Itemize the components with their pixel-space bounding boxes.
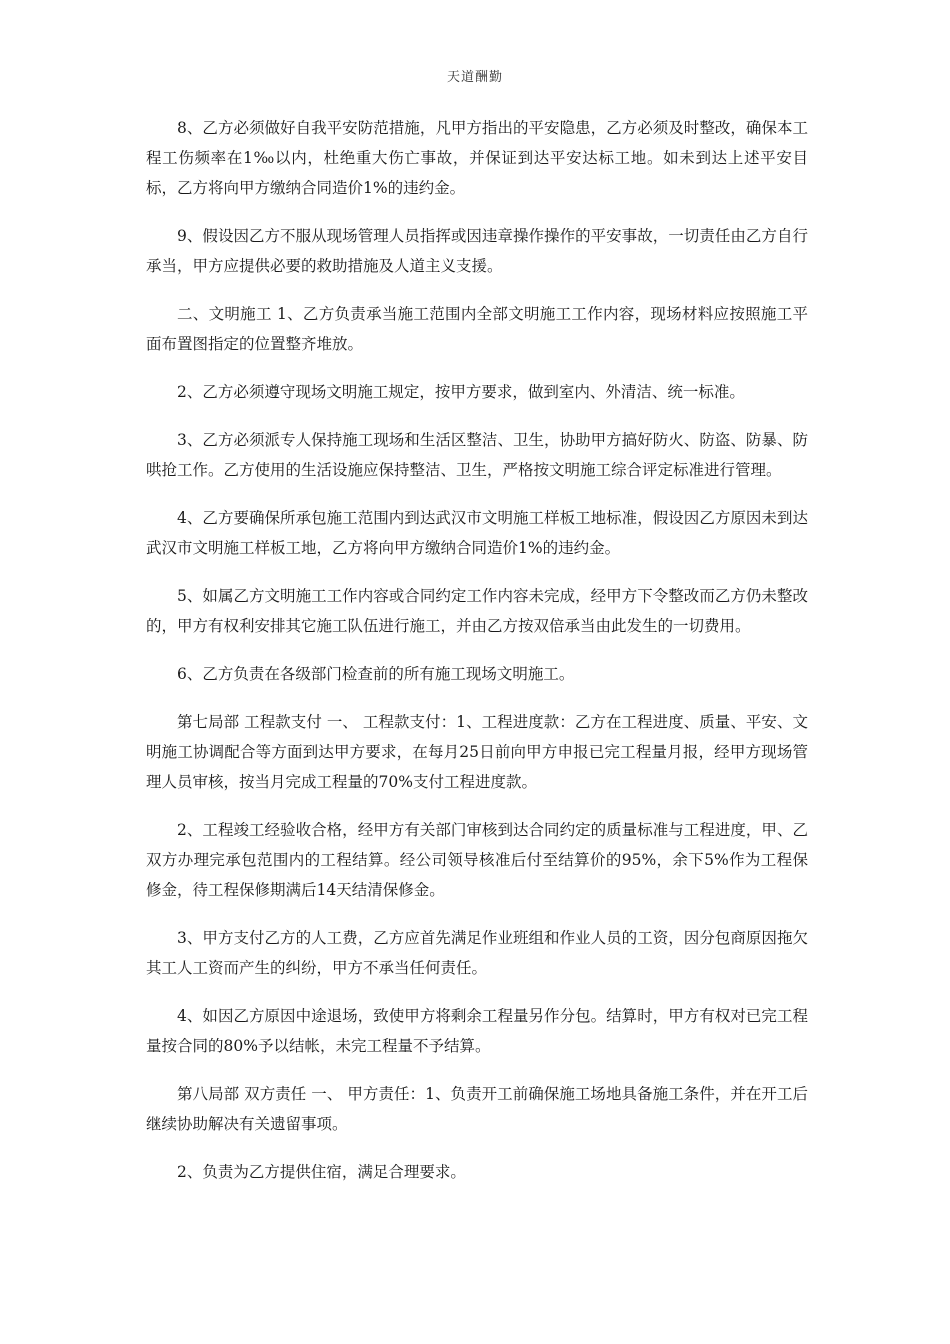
- paragraph-payment-4: 4、如因乙方原因中途退场，致使甲方将剩余工程量另作分包。结算时，甲方有权对已完工程量按合同的80%予以结帐，未完工程量不予结算。: [146, 1007, 808, 1055]
- paragraph-civilized-construction-3: 3、乙方必须派专人保持施工现场和生活区整洁、卫生，协助甲方搞好防火、防盗、防暴、防哄抢工作。乙方使用的生活设施应保持整洁、卫生，严格按文明施工综合评定标准进行管理。: [146, 431, 808, 479]
- paragraph-9: 9、假设因乙方不服从现场管理人员指挥或因违章操作操作的平安事故，一切责任由乙方自行承当，甲方应提供必要的救助措施及人道主义支援。: [146, 227, 808, 275]
- paragraph-civilized-construction-4: 4、乙方要确保所承包施工范围内到达武汉市文明施工样板工地标准，假设因乙方原因未到达武汉市文明施工样板工地，乙方将向甲方缴纳合同造价1%的违约金。: [146, 509, 808, 557]
- paragraph-responsibility-2: 2、负责为乙方提供住宿，满足合理要求。: [177, 1163, 466, 1181]
- paragraph-civilized-construction-1: 二、文明施工 1、乙方负责承当施工范围内全部文明施工工作内容，现场材料应按照施工平面布置图指定的位置整齐堆放。: [146, 305, 808, 353]
- paragraph-payment-2: 2、工程竣工经验收合格，经甲方有关部门审核到达合同约定的质量标准与工程进度，甲、乙双方办理完承包范围内的工程结算。经公司领导核准后付至结算价的95%，余下5%作为工程保修金，待工程保修期满后14天结清保修金。: [146, 821, 808, 899]
- document-body: [146, 113, 808, 1205]
- paragraph-payment-3: 3、甲方支付乙方的人工费，乙方应首先满足作业班组和作业人员的工资，因分包商原因拖欠其工人工资而产生的纠纷，甲方不承当任何责任。: [146, 929, 808, 977]
- paragraph-8: 8、乙方必须做好自我平安防范措施，凡甲方指出的平安隐患，乙方必须及时整改，确保本工程工伤频率在1‰以内，杜绝重大伤亡事故，并保证到达平安达标工地。如未到达上述平安目标，乙方将向甲方缴纳合同造价1%的违约金。: [146, 119, 808, 197]
- page-header: 天道酬勤: [446, 70, 503, 85]
- paragraph-civilized-construction-2: 2、乙方必须遵守现场文明施工规定，按甲方要求，做到室内、外清洁、统一标准。: [177, 383, 745, 401]
- paragraph-civilized-construction-5: 5、如属乙方文明施工工作内容或合同约定工作内容未完成，经甲方下令整改而乙方仍未整改的，甲方有权利安排其它施工队伍进行施工，并由乙方按双倍承当由此发生的一切费用。: [146, 587, 808, 635]
- paragraph-payment-1: 第七局部 工程款支付 一、 工程款支付：1、工程进度款：乙方在工程进度、质量、平安、文明施工协调配合等方面到达甲方要求，在每月25日前向甲方申报已完工程量月报，经甲方现场管理人员审核，按当月完成工程量的70%支付工程进度款。: [146, 713, 808, 791]
- paragraph-responsibility-1: 第八局部 双方责任 一、 甲方责任：1、负责开工前确保施工场地具备施工条件，并在开工后继续协助解决有关遗留事项。: [146, 1085, 808, 1133]
- paragraph-civilized-construction-6: 6、乙方负责在各级部门检查前的所有施工现场文明施工。: [177, 665, 575, 683]
